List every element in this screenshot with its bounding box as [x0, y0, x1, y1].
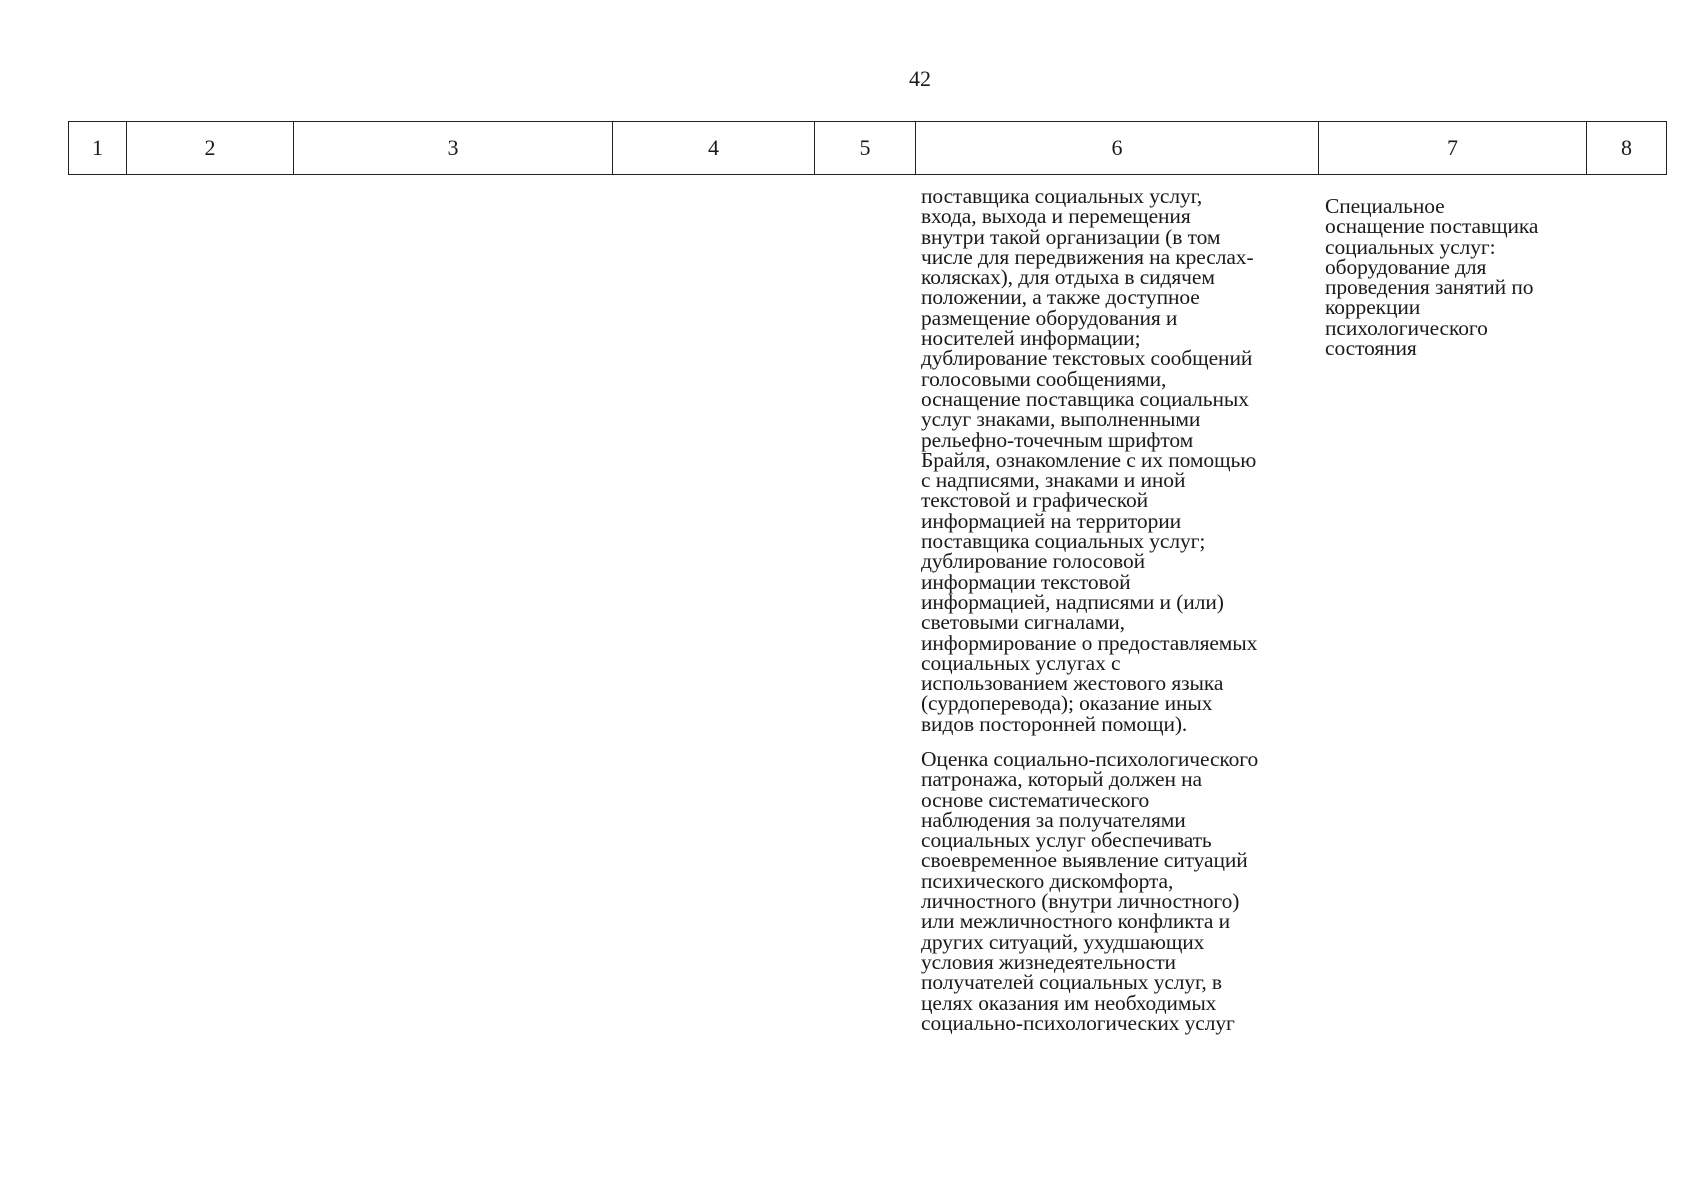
- column-header-5: 5: [815, 122, 916, 175]
- column-header-7: 7: [1319, 122, 1587, 175]
- column-header-2: 2: [127, 122, 294, 175]
- table-header-row: [69, 122, 1667, 175]
- page-number: 42: [909, 66, 931, 91]
- column-header-6: 6: [916, 122, 1319, 175]
- column-header-1: 1: [69, 122, 127, 175]
- column-header-8: 8: [1587, 122, 1667, 175]
- column-header-3: 3: [294, 122, 613, 175]
- column6-paragraph-2: Оценка социально-психологического патронажа, который должен на основе систематического наблюдения за получателями социальных услуг обеспечивать своевременное выявление ситуаций психического дискомфорта, личностного (внутри личностного) или межличностного конфликта и других ситуаций, ухудшающих условия жизнедеятельности получателей социальных услуг, в целях оказания им необходимых социально-психологических услуг: [921, 747, 1259, 1035]
- column-header-4: 4: [613, 122, 815, 175]
- column7-text: Специальное оснащение поставщика социальных услуг: оборудование для проведения занятий по коррекции психологического состояния: [1325, 194, 1539, 361]
- column6-paragraph-1: поставщика социальных услуг, входа, выхода и перемещения внутри такой организации (в том числе для передвижения на креслах- колясках), для отдыха в сидячем положении, а также доступное размещение оборудования и носителей информации; дублирование текстовых сообщений голосовыми сообщениями, оснащение поставщика социальных услуг знаками, выполненными рельефно-точечным шрифтом Брайля, ознакомление с их помощью с надписями, знаками и иной текстовой и графической информацией на территории поставщика социальных услуг; дублирование голосовой информации текстовой информацией, надписями и (или) световыми сигналами, информирование о предоставляемых социальных услугах с использованием жестового языка (сурдоперевода); оказание иных видов посторонней помощи).: [921, 184, 1258, 736]
- table-header: [68, 121, 1667, 175]
